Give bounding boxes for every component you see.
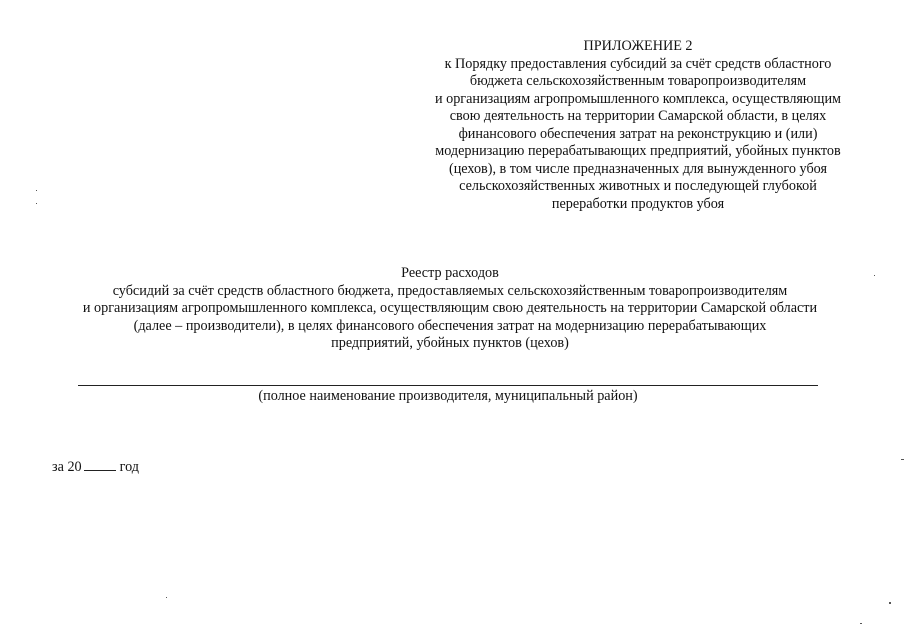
- year-blank-line: [84, 458, 116, 471]
- reporting-period: [52, 458, 139, 477]
- appendix-line: переработки продуктов убоя: [551, 195, 725, 212]
- scan-speck: [860, 623, 862, 624]
- period-prefix: за 20: [52, 459, 82, 475]
- scan-speck: [901, 459, 904, 460]
- registry-title: Реестр расходов: [401, 265, 499, 281]
- scan-speck: [874, 275, 875, 276]
- period-suffix: год: [119, 459, 140, 475]
- scan-speck: [166, 597, 167, 598]
- appendix-line: финансового обеспечения затрат на реконструкцию и (или): [458, 125, 818, 142]
- appendix-line: бюджета сельскохозяйственным товаропроизводителям: [469, 73, 807, 89]
- scan-speck: [889, 602, 891, 604]
- registry-subtitle-line: и организациям агропромышленного комплекса, осуществляющим свою деятельность на территории Самарской области: [82, 300, 818, 316]
- producer-name-caption: (полное наименование производителя, муниципальный район): [258, 388, 638, 404]
- appendix-line: свою деятельность на территории Самарской области, в целях: [449, 108, 827, 124]
- appendix-line: сельскохозяйственных животных и последующей глубокой: [459, 178, 817, 194]
- appendix-line: к Порядку предоставления субсидий за счёт средств областного: [444, 55, 832, 72]
- appendix-block: [400, 38, 876, 213]
- registry-subtitle-line: субсидий за счёт средств областного бюджета, предоставляемых сельскохозяйственным товаропроизводителям: [112, 282, 788, 299]
- scan-speck: [36, 203, 37, 204]
- registry-subtitle-line: (далее – производители), в целях финансового обеспечения затрат на модернизацию перерабатывающих: [133, 317, 767, 334]
- producer-name-blank-line: [78, 385, 818, 386]
- appendix-line: (цехов), в том числе предназначенных для вынужденного убоя: [448, 160, 828, 177]
- appendix-line: и организациям агропромышленного комплекса, осуществляющим: [434, 90, 842, 107]
- registry-title-block: [40, 265, 860, 353]
- appendix-heading: ПРИЛОЖЕНИЕ 2: [583, 38, 693, 54]
- scan-speck: [36, 190, 37, 191]
- appendix-line: модернизацию перерабатывающих предприятий, убойных пунктов: [435, 143, 841, 159]
- registry-subtitle-line: предприятий, убойных пунктов (цехов): [331, 335, 569, 351]
